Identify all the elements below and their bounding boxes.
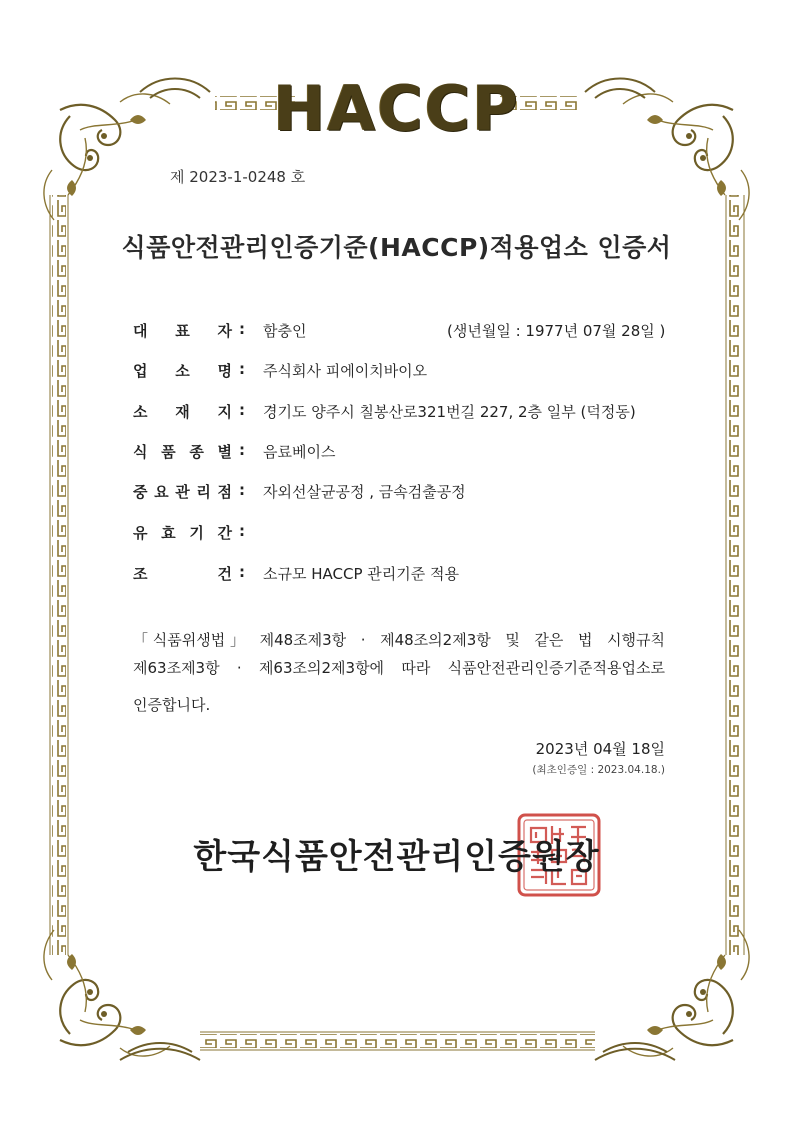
- first-certification-date: (최초인증일 : 2023.04.18.): [532, 764, 665, 776]
- field-value: 경기도 양주시 칠봉산로321번길 227, 2층 일부 (덕정동): [263, 403, 636, 421]
- field-value: 음료베이스: [263, 443, 336, 461]
- field-value: 자외선살균공정 , 금속검출공정: [263, 483, 466, 501]
- statement-line-2: 제63조제3항 · 제63조의2제3항에 따라 식품안전관리인증기준적용업소로: [133, 659, 665, 677]
- issuing-authority-signer: 한국식품안전관리인증원장: [193, 837, 600, 877]
- birth-date-note: (생년월일 : 1977년 07월 28일 ): [447, 322, 666, 340]
- certificate-number: 제 2023-1-0248 호: [170, 168, 306, 186]
- issue-date: 2023년 04월 18일: [535, 740, 665, 758]
- field-colon: :: [239, 481, 245, 499]
- field-label: 업 소 명: [133, 362, 232, 380]
- field-label: 소 재 지: [133, 403, 232, 421]
- field-colon: :: [239, 522, 245, 540]
- field-colon: :: [239, 360, 245, 378]
- field-label: 중 요 관 리 점: [133, 483, 232, 501]
- field-value: 주식회사 피에이치바이오: [263, 362, 428, 380]
- certificate-title: 식품안전관리인증기준(HACCP)적용업소 인증서: [121, 233, 672, 262]
- field-label: 식 품 종 별: [133, 443, 232, 461]
- field-label: 조 건: [133, 565, 232, 583]
- statement-line-3: 인증합니다.: [133, 696, 211, 714]
- field-colon: :: [239, 401, 245, 419]
- field-colon: :: [239, 320, 245, 338]
- field-value: 함충인: [263, 322, 307, 340]
- field-colon: :: [239, 441, 245, 459]
- field-value: 소규모 HACCP 관리기준 적용: [263, 565, 459, 583]
- field-label: 대 표 자: [133, 322, 232, 340]
- certification-statement: [133, 626, 665, 682]
- statement-line-1: 「 식품위생법 」 제48조제3항 · 제48조의2제3항 및 같은 법 시행규칙: [133, 631, 665, 649]
- field-label: 유 효 기 간: [133, 524, 232, 542]
- field-colon: :: [239, 563, 245, 581]
- haccp-header-title: HACCP: [273, 72, 520, 145]
